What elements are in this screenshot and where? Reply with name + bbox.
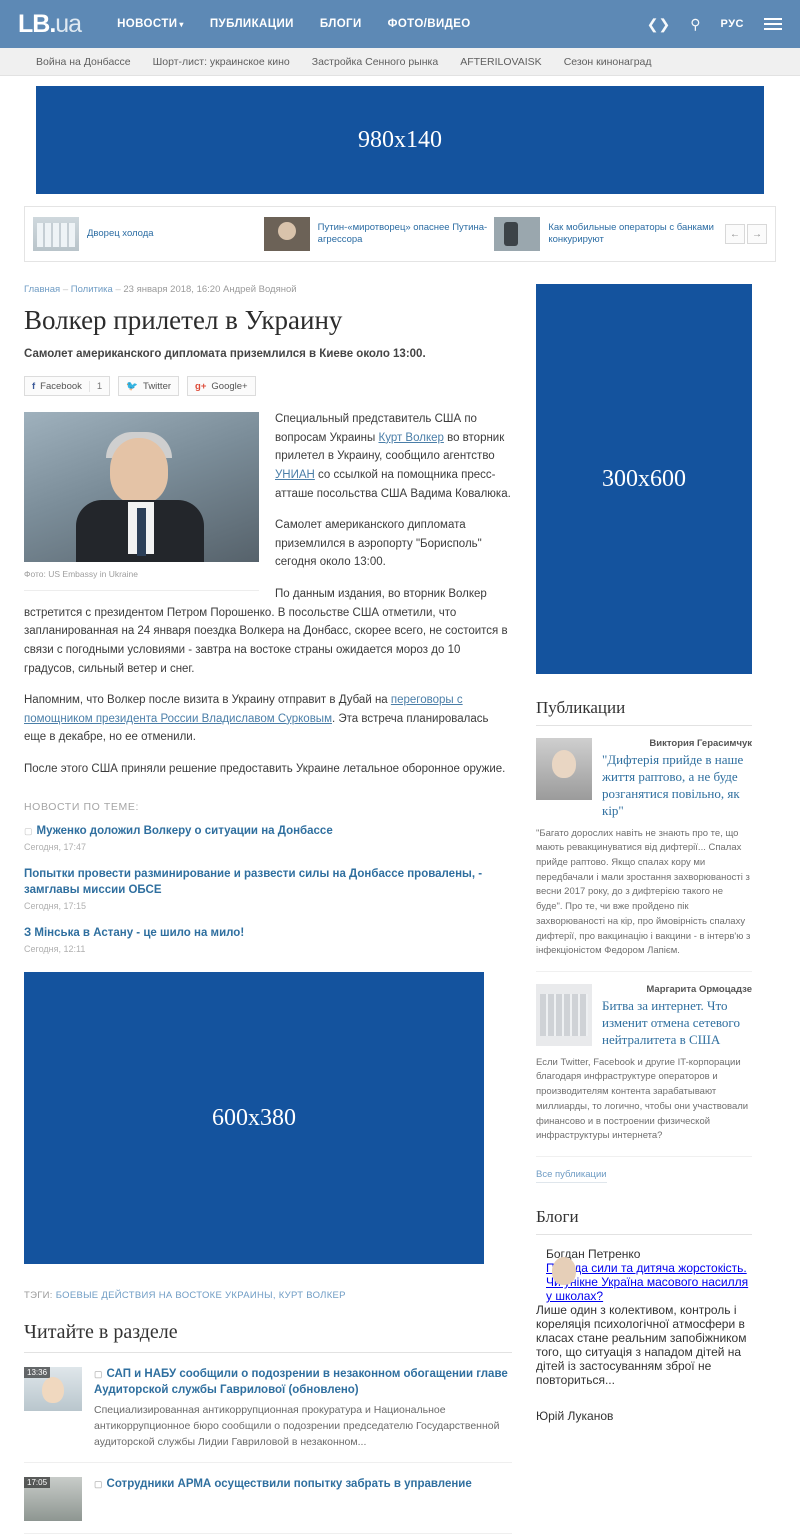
publication-item — [536, 726, 752, 972]
teaser-item[interactable] — [264, 217, 495, 251]
related-link[interactable]: З Мінська в Астану - це шило на мило! — [24, 926, 245, 939]
subnav-item-2[interactable]: Застройка Сенного рынка — [311, 55, 439, 68]
list-item — [24, 1353, 512, 1463]
blog-author: Богдан Петренко — [546, 1247, 641, 1262]
teaser-carousel — [24, 206, 776, 262]
related-time: Сегодня, 17:47 — [24, 841, 87, 852]
article-paragraph-3: По данным издания, во вторник Волкер встретится с президентом Петром Порошенко. В посольстве США отметили, что запланированная на 24 января поездка Волкера на Донбасс, скорее всего, не состоится в связи с погодными условиями - завтра на востоке страны ожидается мороз до 10 градусов, сильный ветер и снег. — [24, 588, 508, 675]
blog-title[interactable]: Правда сили та дитяча жорстокість. Чи унікне Україна масового насилля у школах? — [546, 1261, 749, 1304]
sidebar-heading-blogs: Блоги — [536, 1207, 752, 1235]
subnav-item-3[interactable]: AFTERILOVAISK — [460, 55, 542, 68]
publication-title[interactable]: Битва за интернет. Что изменит отмена сетевого нейтралитета в США — [602, 998, 740, 1047]
portrait-avatar — [536, 738, 592, 800]
publication-excerpt: Если Twitter, Facebook и другие IT-корпорации благодаря инфраструктуре операторов и производителям контента зарабатывают миллиарды, то логично, чтобы они участвовали финансово и в построении физической инфраструктуры интернета? — [536, 1056, 749, 1142]
logo-suffix: ua — [55, 9, 82, 38]
comment-icon: ▢ — [24, 825, 33, 836]
share-facebook-label: Facebook — [40, 380, 82, 392]
article-paragraph-2: Самолет американского дипломата приземлился в аэропорту "Борисполь" сегодня около 13:00. — [275, 519, 482, 569]
twitter-icon: 🐦 — [126, 380, 139, 392]
article-paragraph-4: Напомним, что Волкер после визита в Украину отправит в Дубай на переговоры с помощником президента России Владиславом Сурковым. Эта встреча планировалась еще в декабре, но ее отменили. — [24, 694, 489, 744]
logo-main: LB. — [18, 9, 56, 38]
page-title: Волкер прилетел в Украину — [24, 305, 343, 335]
share-google-label: Google+ — [211, 380, 248, 392]
breadcrumb — [24, 284, 512, 295]
section-heading: Читайте в разделе — [24, 1321, 512, 1353]
list-item — [24, 1463, 512, 1534]
list-item-title-text: САП и НАБУ сообщили о подозрении в незаконном обогащении главе Аудиторской службы Гаврилової (обновлено) — [94, 1368, 508, 1396]
content-wrapper — [0, 262, 800, 1534]
putin-thumb-icon — [264, 217, 310, 251]
ad-skyscraper[interactable]: 300x600 — [536, 284, 752, 674]
comment-icon: ▢ — [94, 1369, 103, 1380]
related-time: Сегодня, 12:11 — [24, 944, 86, 955]
tags-row — [24, 1290, 512, 1301]
publication-author: Маргарита Ормоцадзе — [646, 984, 752, 996]
teaser-title: Путин-«миротворец» опаснее Путина-агрессора — [317, 222, 488, 245]
article-paragraph-5: После этого США приняли решение предоставить Украине летальное оборонное оружие. — [24, 763, 506, 776]
publication-excerpt: "Багато дорослих навіть не знають про те, що мають ревакцинуватися від дифтерії... Спалах прийде раптово. Якщо спалах кору ми передбачали і мали зростання захворюваності з весни 2017 року, до з дифтерією такого не буде". Про те, чи вже пройдено пік захворюваності на кір, про ймовірність спалаху дифтерії, про вакцинацію і вакцини - в інтерв'ю з інфекціоністом Федором Лапієм. — [536, 827, 751, 957]
all-publications-link[interactable]: Все публикации — [536, 1169, 607, 1183]
site-header — [0, 0, 800, 48]
mobile-thumb-icon — [494, 217, 540, 251]
tags-links[interactable]: БОЕВЫЕ ДЕЙСТВИЯ НА ВОСТОКЕ УКРАИНЫ, КУРТ ВОЛКЕР — [55, 1290, 346, 1302]
teaser-title: Как мобильные операторы с банками конкурируют — [548, 222, 714, 245]
related-item — [24, 823, 512, 852]
blog-item — [536, 1235, 752, 1397]
menu-icon[interactable] — [764, 15, 782, 33]
publication-title[interactable]: "Дифтерія прийде в наше життя раптово, а не буде розганятися повільно, як кір" — [602, 752, 744, 818]
related-link[interactable]: Муженко доложил Волкеру о ситуации на Донбассе — [36, 824, 333, 837]
publication-author: Виктория Герасимчук — [649, 738, 752, 749]
ad-inline[interactable]: 600x380 — [24, 972, 484, 1264]
article-author: Андрей Водяной — [223, 284, 297, 295]
share-twitter-label: Twitter — [143, 380, 172, 392]
breadcrumb-separator-2: – — [115, 284, 121, 295]
cold-palace-thumb-icon — [33, 217, 79, 251]
sidebar — [536, 262, 752, 1534]
related-item — [24, 925, 512, 954]
nav-item-news[interactable] — [117, 18, 184, 30]
keyboard-avatar — [536, 984, 592, 1046]
breadcrumb-section[interactable]: Политика — [70, 284, 113, 295]
list-item-time: 17:05 — [24, 1477, 50, 1488]
related-heading: НОВОСТИ ПО ТЕМЕ: — [24, 800, 139, 813]
teaser-item[interactable] — [494, 217, 725, 251]
article-body — [24, 410, 512, 779]
share-twitter-button[interactable] — [118, 376, 179, 396]
google-plus-icon: g+ — [195, 380, 207, 392]
tags-label: ТЭГИ: — [24, 1290, 53, 1302]
article-date: 23 января 2018, 16:20 — [123, 284, 221, 295]
topic-subnav — [0, 48, 800, 76]
sidebar-heading-publications: Публикации — [536, 698, 752, 726]
main-nav — [117, 18, 471, 30]
share-icon[interactable]: ❮❯ — [646, 15, 671, 32]
list-item-title[interactable] — [94, 1477, 512, 1493]
breadcrumb-separator: – — [62, 284, 69, 295]
carousel-next-button[interactable]: → — [747, 224, 767, 244]
share-buttons — [24, 376, 512, 396]
list-item-time: 13:36 — [24, 1367, 50, 1378]
related-time: Сегодня, 17:15 — [24, 900, 87, 911]
blog-item — [536, 1397, 752, 1433]
nav-item-photo-video[interactable]: ФОТО/ВИДЕО — [387, 18, 471, 30]
ad-leaderboard[interactable]: 980x140 — [36, 86, 764, 194]
share-facebook-button[interactable] — [24, 376, 110, 396]
carousel-prev-button[interactable]: ← — [725, 224, 745, 244]
article-photo — [24, 412, 259, 562]
search-icon[interactable]: ⚲ — [690, 15, 701, 32]
list-item-description: Специализированная антикоррупционная прокуратура и Национальное антикоррупционное бюро сообщили о подозрении председателю Государственной аудиторской службы Лидии Гавриловой в незаконном... — [94, 1404, 500, 1448]
list-item-title-text: Сотрудники АРМА осуществили попытку забрать в управление — [106, 1478, 472, 1491]
related-item — [24, 866, 512, 911]
nav-item-publications[interactable]: ПУБЛИКАЦИИ — [209, 18, 294, 30]
facebook-icon: f — [32, 380, 36, 392]
list-item-title[interactable] — [94, 1367, 512, 1398]
blog-author: Юрій Луканов — [536, 1409, 614, 1424]
subnav-item-0[interactable]: Война на Донбассе — [36, 55, 131, 68]
nav-item-blogs[interactable]: БЛОГИ — [319, 18, 362, 30]
photo-caption: Фото: US Embassy in Ukraine — [24, 562, 259, 591]
header-actions — [647, 15, 782, 33]
subnav-item-1[interactable]: Шорт-лист: украинское кино — [152, 55, 290, 68]
office-thumb-icon[interactable] — [24, 1477, 82, 1521]
breadcrumb-home[interactable]: Главная — [24, 284, 61, 295]
share-google-button[interactable] — [187, 376, 256, 396]
site-logo[interactable] — [18, 10, 81, 39]
share-facebook-count: 1 — [89, 381, 102, 392]
comment-icon: ▢ — [94, 1479, 103, 1490]
language-switch[interactable]: РУС — [720, 18, 744, 30]
woman-thumb-icon[interactable] — [24, 1367, 82, 1411]
teaser-title: Дворец холода — [87, 228, 154, 240]
nav-label: НОВОСТИ — [117, 18, 178, 30]
carousel-controls — [725, 224, 767, 244]
related-link[interactable]: Попытки провести разминирование и развести силы на Донбассе провалены, - замглавы миссии ОБСЕ — [24, 867, 483, 896]
article-paragraph-1: Специальный представитель США по вопросам Украины Курт Волкер во вторник прилетел в Украину, сообщило агентство УНИАН со ссылкой на помощника пресс-атташе посольства США Вадима Ковалюка. — [275, 413, 511, 500]
publication-item — [536, 972, 752, 1157]
link-volker[interactable]: Курт Волкер — [378, 431, 444, 444]
link-surkov[interactable]: переговоры с помощником президента России Владиславом Сурковым — [24, 694, 463, 725]
article-lead: Самолет американского дипломата приземлился в Киеве около 13:00. — [24, 348, 426, 361]
subnav-item-4[interactable]: Сезон кинонаград — [563, 55, 652, 68]
blog-excerpt: Лише один з колективом, контроль і кореляція психологічної атмосфери в класах стане реальним запобіжником того, що ситуація з нападом дітей на дітей із застосуванням зброї не повториться... — [536, 1303, 747, 1388]
main-column — [24, 262, 512, 1534]
link-unian[interactable]: УНИАН — [275, 468, 315, 481]
chevron-down-icon: ▾ — [179, 20, 184, 29]
article-figure — [24, 412, 259, 591]
teaser-item[interactable] — [33, 217, 264, 251]
